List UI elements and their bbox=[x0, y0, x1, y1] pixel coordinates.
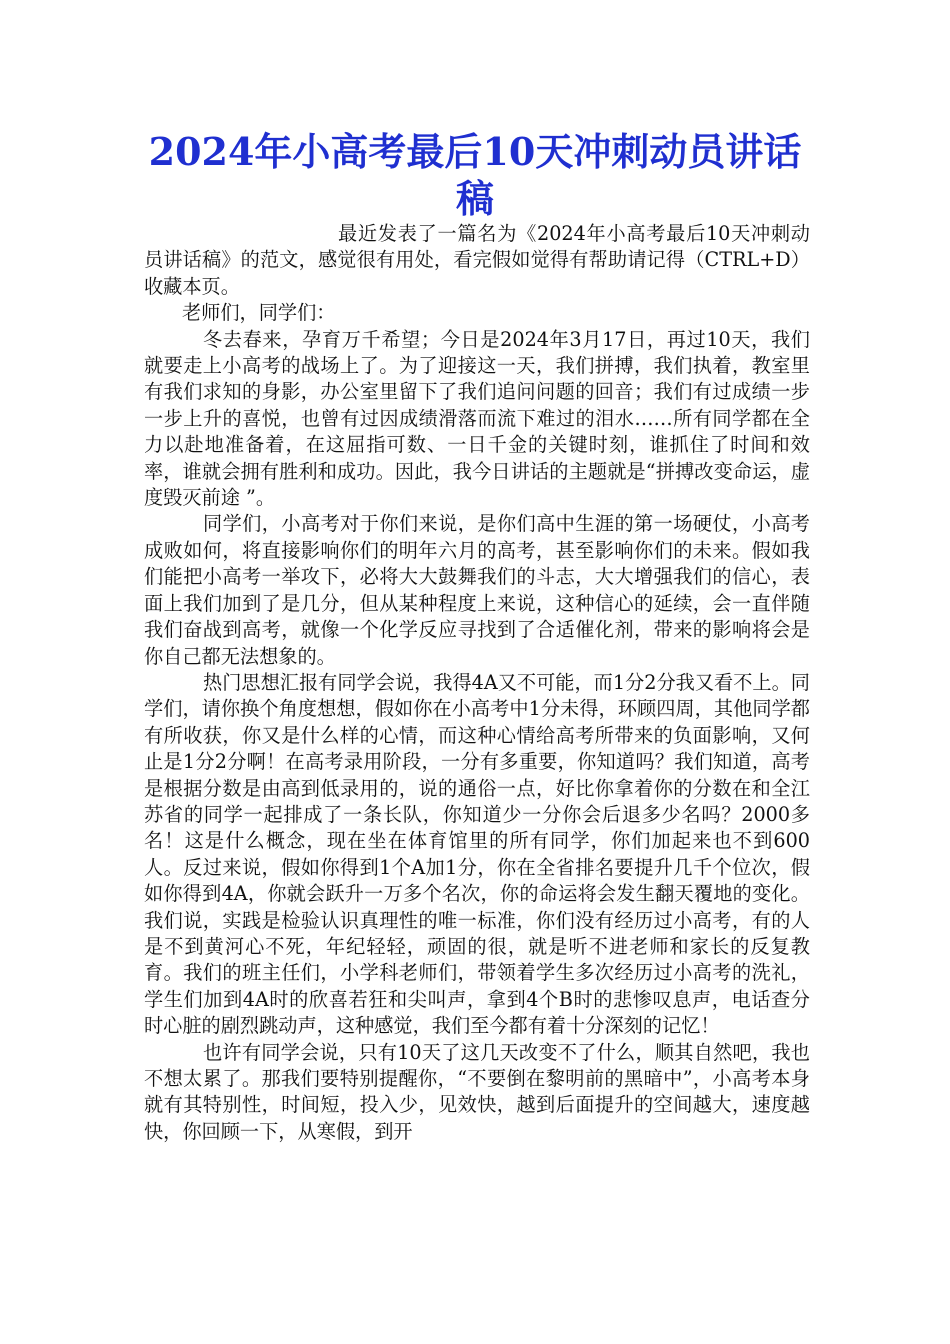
salutation: 老师们，同学们： bbox=[182, 301, 336, 325]
body-paragraph: 同学们，小高考对于你们来说，是你们高中生涯的第一场硬仗，小高考成败如何，将直接影响你们的明年六月的高考，甚至影响你们的未来。假如我们能把小高考一举攻下，必将大大鼓舞我们的斗志，大大增强我们的信心，表面上我们加到了是几分，但从某种程度上来说，这种信心的延续，会一直伴随我们奋战到高考，就像一个化学反应寻找到了合适催化剂，带来的影响将会是你自己都无法想象的。 bbox=[144, 512, 810, 668]
body-paragraph: 热门思想汇报有同学会说，我得4A又不可能，而1分2分我又看不上。同学们，请你换个角度想想，假如你在小高考中1分未得，环顾四周，其他同学都有所收获，你又是什么样的心情，而这种心情给高考所带来的负面影响，又何止是1分2分啊！在高考录用阶段，一分有多重要，你知道吗？我们知道，高考是根据分数是由高到低录用的，说的通俗一点，好比你拿着你的分数在和全江苏省的同学一起排成了一条长队，你知道少一分你会后退多少名吗？2000多名！这是什么概念，现在坐在体育馆里的所有同学，你们加起来也不到600人。反过来说，假如你得到1个A加1分，你在全省排名要提升几千个位次，假如你得到4A，你就会跃升一万多个名次，你的命运将会发生翻天覆地的变化。我们说，实践是检验认识真理性的唯一标准，你们没有经历过小高考，有的人是不到黄河心不死，年纪轻轻，顽固的很，就是听不进老师和家长的反复教育。我们的班主任们，小学科老师们，带领着学生多次经历过小高考的洗礼，学生们加到4A时的欣喜若狂和尖叫声，拿到4个B时的悲惨叹息声，电话查分时心脏的剧烈跳动声，这种感觉，我们至今都有着十分深刻的记忆！ bbox=[144, 670, 810, 1038]
body-paragraph: 也许有同学会说，只有10天了这几天改变不了什么，顺其自然吧，我也不想太累了。那我们要特别提醒你，“不要倒在黎明前的黑暗中”，小高考本身就有其特别性，时间短，投入少，见效快，越到后面提升的空间越大，速度越快，你回顾一下，从寒假，到开 bbox=[144, 1040, 810, 1143]
body-paragraph: 冬去春来，孕育万千希望；今日是2024年3月17日，再过10天，我们就要走上小高考的战场上了。为了迎接这一天，我们拼搏，我们执着，教室里有我们求知的身影，办公室里留下了我们追问问题的回音；我们有过成绩一步一步上升的喜悦，也曾有过因成绩滑落而流下难过的泪水……所有同学都在全力以赴地准备着，在这屈指可数、一日千金的关键时刻，谁抓住了时间和效率，谁就会拥有胜利和成功。因此，我今日讲话的主题就是“拼搏改变命运，虚度毁灭前途 ”。 bbox=[144, 327, 810, 510]
intro-paragraph: 最近发表了一篇名为《2024年小高考最后10天冲刺动员讲话稿》的范文，感觉很有用处，看完假如觉得有帮助请记得（CTRL+D）收藏本页。 bbox=[144, 222, 810, 298]
document-title: 2024年小高考最后10天冲刺动员讲话稿 bbox=[148, 129, 802, 221]
document-body bbox=[144, 221, 810, 1145]
